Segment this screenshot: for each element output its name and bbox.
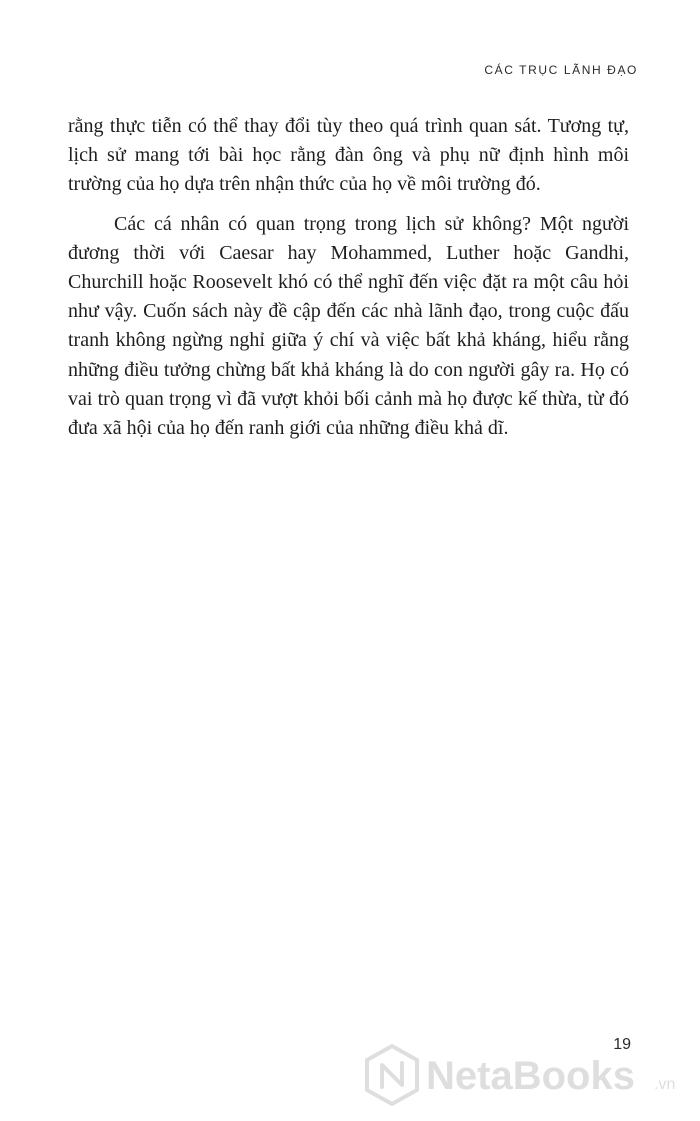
paragraph: Các cá nhân có quan trọng trong lịch sử không? Một người đương thời với Caesar hay Mohammed, Luther hoặc Gandhi, Churchill hoặc Roosevelt khó có thể nghĩ đến việc đặt ra một câu hỏi như vậy. Cuốn sách này đề cập đến các nhà lãnh đạo, trong cuộc đấu tranh không ngừng nghỉ giữa ý chí và việc bất khả kháng, hiểu rằng những điều tưởng chừng bất khả kháng là do con người gây ra. Họ có vai trò quan trọng vì đã vượt khỏi bối cảnh mà họ được kế thừa, từ đó đưa xã hội của họ đến ranh giới của những điều khả dĩ. (68, 212, 629, 440)
body-text (68, 112, 629, 443)
watermark-suffix-text: .vn (654, 1076, 676, 1093)
watermark (362, 1043, 682, 1107)
paragraph-continuation: rằng thực tiễn có thể thay đổi tùy theo quá trình quan sát. Tương tự, lịch sử mang tới bài học rằng đàn ông và phụ nữ định hình môi trường của họ dựa trên nhận thức của họ về môi trường đó. (68, 115, 629, 196)
watermark-graphic (362, 1043, 682, 1107)
netabooks-logo-icon (367, 1046, 417, 1104)
watermark-brand-text: NetaBooks (426, 1054, 635, 1098)
page-number: 19 (613, 1036, 631, 1053)
running-header: CÁC TRỤC LÃNH ĐẠO (484, 63, 638, 77)
